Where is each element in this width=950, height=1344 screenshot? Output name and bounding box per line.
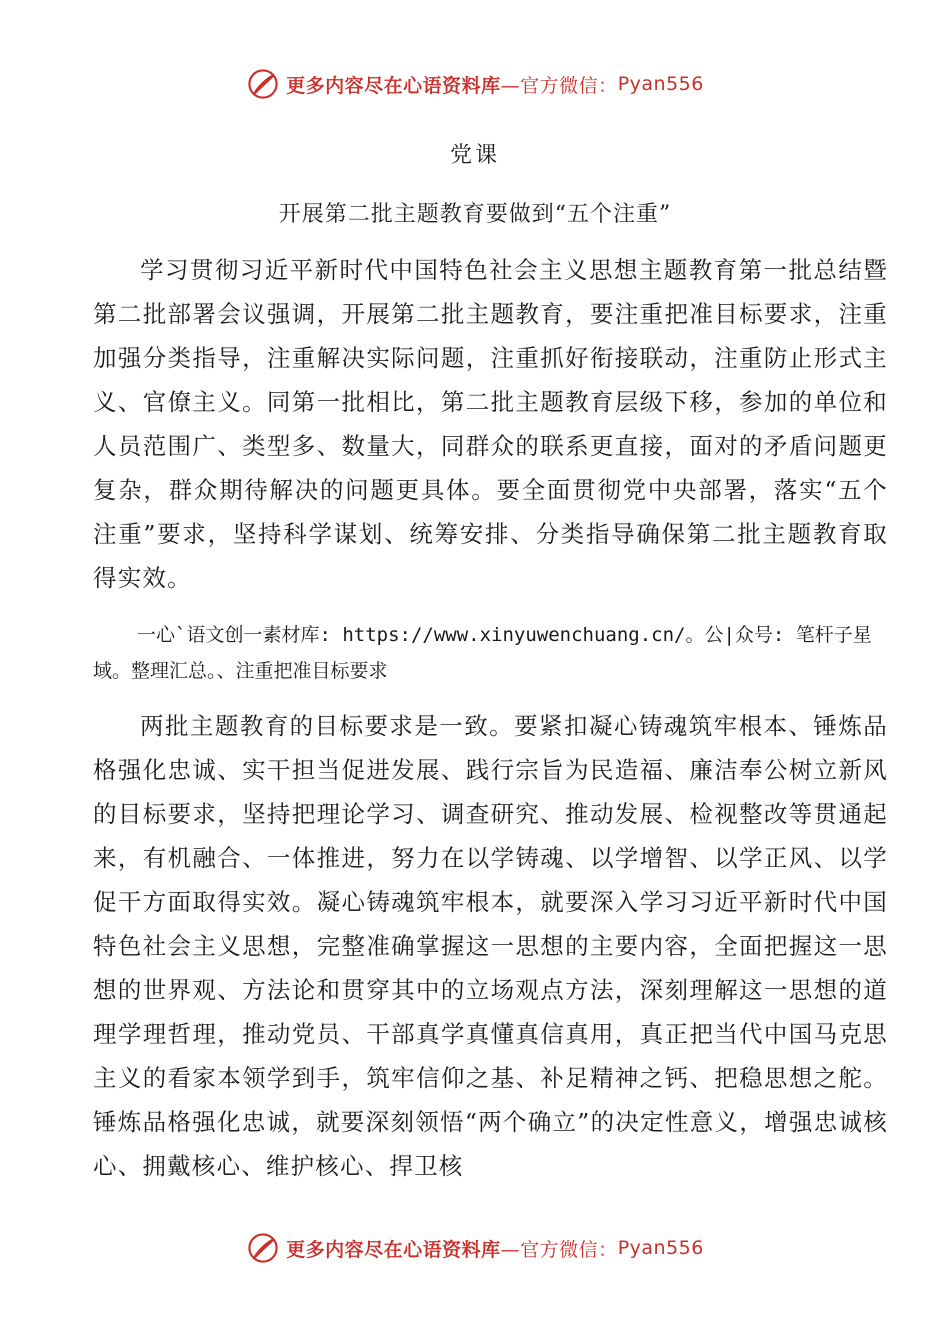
banner-wechat-id: Pyan556 [617, 1237, 704, 1259]
pen-logo-icon [246, 67, 280, 101]
header-banner [0, 64, 950, 104]
document-subtitle: 开展第二批主题教育要做到“五个注重” [278, 202, 672, 227]
banner-main-text: 更多内容尽在心语资料库 [286, 74, 501, 97]
banner-sub-text: —官方微信： [500, 74, 618, 97]
intro-paragraph: 学习贯彻习近平新时代中国特色社会主义思想主题教育第一批总结暨第二批部署会议强调，开展第二批主题教育，要注重把准目标要求，注重加强分类指导，注重解决实际问题，注重抓好衔接联动，注重防止形式主义、官僚主义。同第一批相比，第二批主题教育层级下移，参加的单位和人员范围广、类型多、数量大，同群众的联系更直接，面对的矛盾问题更复杂，群众期待解决的问题更具体。要全面贯彻党中央部署，落实“五个注重”要求，坚持科学谋划、统筹安排、分类指导确保第二批主题教育取得实效。 [93, 256, 888, 592]
page-title: 党课 [449, 143, 500, 168]
banner-wechat-id: Pyan556 [617, 73, 704, 95]
pen-logo-icon [246, 1231, 280, 1265]
footer-banner [0, 1228, 950, 1268]
banner-sub-text: —官方微信： [500, 1238, 618, 1261]
source-note: 一心`语文创一素材库: https://www.xinyuwenchuang.cn/。公|众号: 笔杆子星域。整理汇总。、注重把准目标要求 [93, 624, 872, 682]
body-paragraph: 两批主题教育的目标要求是一致。要紧扣凝心铸魂筑牢根本、锤炼品格强化忠诚、实干担当促进发展、践行宗旨为民造福、廉洁奉公树立新风的目标要求，坚持把理论学习、调查研究、推动发展、检视整改等贯通起来，有机融合、一体推进，努力在以学铸魂、以学增智、以学正风、以学促干方面取得实效。凝心铸魂筑牢根本，就要深入学习习近平新时代中国特色社会主义思想，完整准确掌握这一思想的主要内容，全面把握这一思想的世界观、方法论和贯穿其中的立场观点方法，深刻理解这一思想的道理学理哲理，推动党员、干部真学真懂真信真用，真正把当代中国马克思主义的看家本领学到手，筑牢信仰之基、补足精神之钙、把稳思想之舵。锤炼品格强化忠诚，就要深刻领悟“两个确立”的决定性意义，增强忠诚核心、拥戴核心、维护核心、捍卫核 [93, 712, 888, 1180]
banner-main-text: 更多内容尽在心语资料库 [286, 1238, 501, 1261]
